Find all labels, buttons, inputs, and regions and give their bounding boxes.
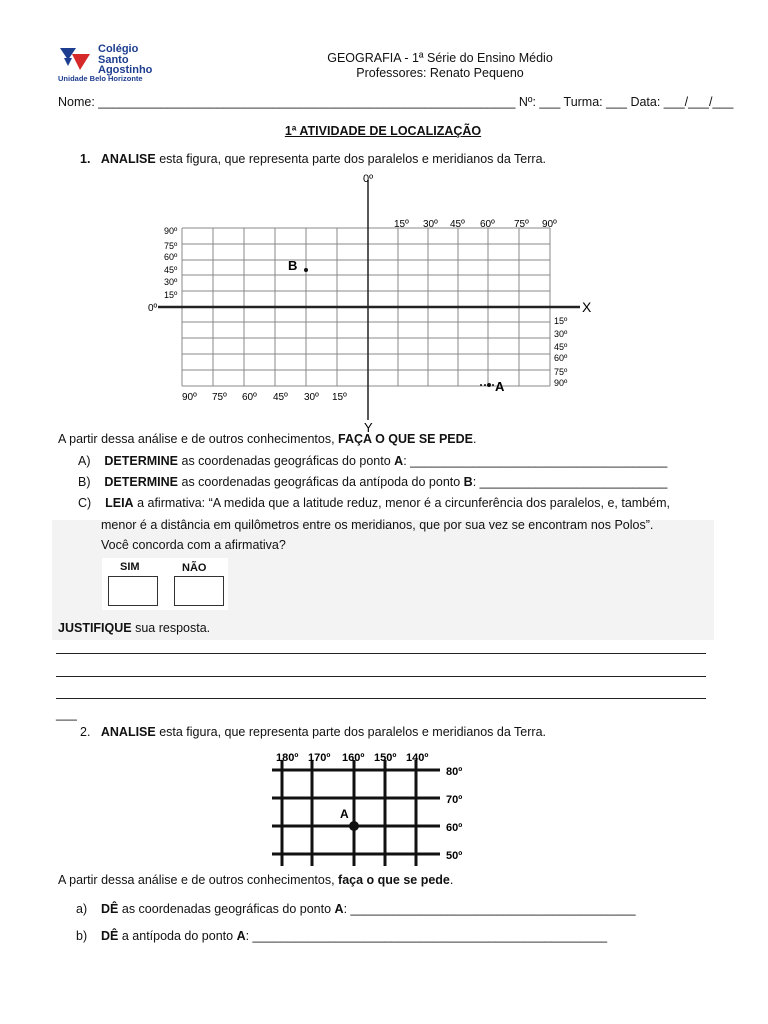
left-latitude-label: 45º xyxy=(164,265,178,275)
right-latitude-label: 45º xyxy=(554,342,568,352)
option-no-label: NÃO xyxy=(182,562,207,574)
teachers-header: Professores: Renato Pequeno xyxy=(356,66,524,80)
axis-x-label: X xyxy=(582,299,592,315)
answer-line[interactable] xyxy=(56,675,706,677)
answer-line[interactable] xyxy=(56,652,706,654)
school-name: Colégio Santo Agostinho xyxy=(98,43,153,76)
top-longitude-label: 170º xyxy=(308,752,331,764)
option-no-checkbox[interactable] xyxy=(174,576,224,606)
point-b-label: B xyxy=(288,258,298,273)
top-longitude-label: 160º xyxy=(342,752,365,764)
q1-item-c-cont: menor é a distância em quilômetros entre os meridianos, que por sua vez se encontram nos Polos”. xyxy=(101,518,654,532)
bottom-longitude-label: 15º xyxy=(332,392,347,403)
bottom-longitude-label: 60º xyxy=(242,392,257,403)
q1-item-c: C) LEIA a afirmativa: “A medida que a latitude reduz, menor é a circunferência dos paralelos, e, também, xyxy=(78,496,670,510)
school-logo-icon xyxy=(58,44,98,74)
bottom-longitude-label: 45º xyxy=(273,392,288,403)
top-longitude-label: 90º xyxy=(542,219,557,230)
school-unit: Unidade Belo Horizonte xyxy=(58,74,143,83)
bottom-longitude-label: 75º xyxy=(212,392,227,403)
bottom-longitude-label: 30º xyxy=(304,392,319,403)
q1-question: Você concorda com a afirmativa? xyxy=(101,538,286,552)
activity-title: 1ª ATIVIDADE DE LOCALIZAÇÃO xyxy=(284,124,482,138)
top-longitude-label: 150º xyxy=(374,752,397,764)
option-yes-label: SIM xyxy=(120,561,140,573)
top-longitude-label: 75º xyxy=(514,219,529,230)
q2-item-a: a) DÊ as coordenadas geográficas do ponto A: _________________________________________ xyxy=(76,902,636,916)
justify-prompt: JUSTIFIQUE sua resposta. xyxy=(58,621,211,635)
q2-coordinate-figure xyxy=(270,748,480,868)
bottom-longitude-label: 90º xyxy=(182,392,197,403)
q1-intro: A partir dessa análise e de outros conhecimentos, FAÇA O QUE SE PEDE. xyxy=(58,432,477,446)
axis-y-label: Y xyxy=(364,420,373,435)
point-a-marker xyxy=(349,821,359,831)
right-latitude-label: 90º xyxy=(554,378,568,388)
right-latitude-label: 70º xyxy=(446,794,463,806)
left-latitude-label: 30º xyxy=(164,277,178,287)
top-longitude-label: 140º xyxy=(406,752,429,764)
right-latitude-label: 75º xyxy=(554,367,568,377)
q1-coordinate-figure xyxy=(140,170,610,435)
right-latitude-label: 15º xyxy=(554,316,568,326)
top-longitude-label: 60º xyxy=(480,219,495,230)
q2-statement: 2. ANALISE esta figura, que representa parte dos paralelos e meridianos da Terra. xyxy=(80,725,547,739)
axis-top-label: 0º xyxy=(363,173,374,185)
top-longitude-label: 15º xyxy=(394,219,409,230)
left-latitude-label: 75º xyxy=(164,241,178,251)
right-latitude-label: 60º xyxy=(446,822,463,834)
q2-item-b: b) DÊ a antípoda do ponto A: ___________________________________________________ xyxy=(76,929,608,943)
right-latitude-label: 80º xyxy=(446,766,463,778)
point-a-label: A xyxy=(340,807,349,821)
top-longitude-label: 30º xyxy=(423,219,438,230)
left-latitude-label: 60º xyxy=(164,252,178,262)
answer-line[interactable] xyxy=(56,697,706,699)
q1-statement: 1. ANALISE esta figura, que representa parte dos paralelos e meridianos da Terra. xyxy=(80,152,547,166)
q1-item-b: B) DETERMINE as coordenadas geográficas da antípoda do ponto B: ___________________________ xyxy=(78,475,668,489)
top-longitude-label: 45º xyxy=(450,219,465,230)
point-b-marker xyxy=(304,268,308,272)
left-latitude-label: 90º xyxy=(164,226,178,236)
point-a-label: A xyxy=(495,379,505,394)
right-latitude-label: 60º xyxy=(554,353,568,363)
answer-line-short: ___ xyxy=(56,707,77,721)
axis-left-label: 0º xyxy=(148,303,158,314)
q2-intro: A partir dessa análise e de outros conhecimentos, faça o que se pede. xyxy=(58,873,454,887)
student-info-line: Nome: ____________________________________________________________ Nº: ___ Turma: ___ Data: ___/___/___ xyxy=(58,95,734,109)
right-latitude-label: 30º xyxy=(554,329,568,339)
left-latitude-label: 15º xyxy=(164,290,178,300)
top-longitude-label: 180º xyxy=(276,752,299,764)
subject-header: GEOGRAFIA - 1ª Série do Ensino Médio xyxy=(327,51,553,65)
right-latitude-label: 50º xyxy=(446,850,463,862)
option-yes-checkbox[interactable] xyxy=(108,576,158,606)
q1-item-a: A) DETERMINE as coordenadas geográficas do ponto A: _____________________________________ xyxy=(78,454,668,468)
